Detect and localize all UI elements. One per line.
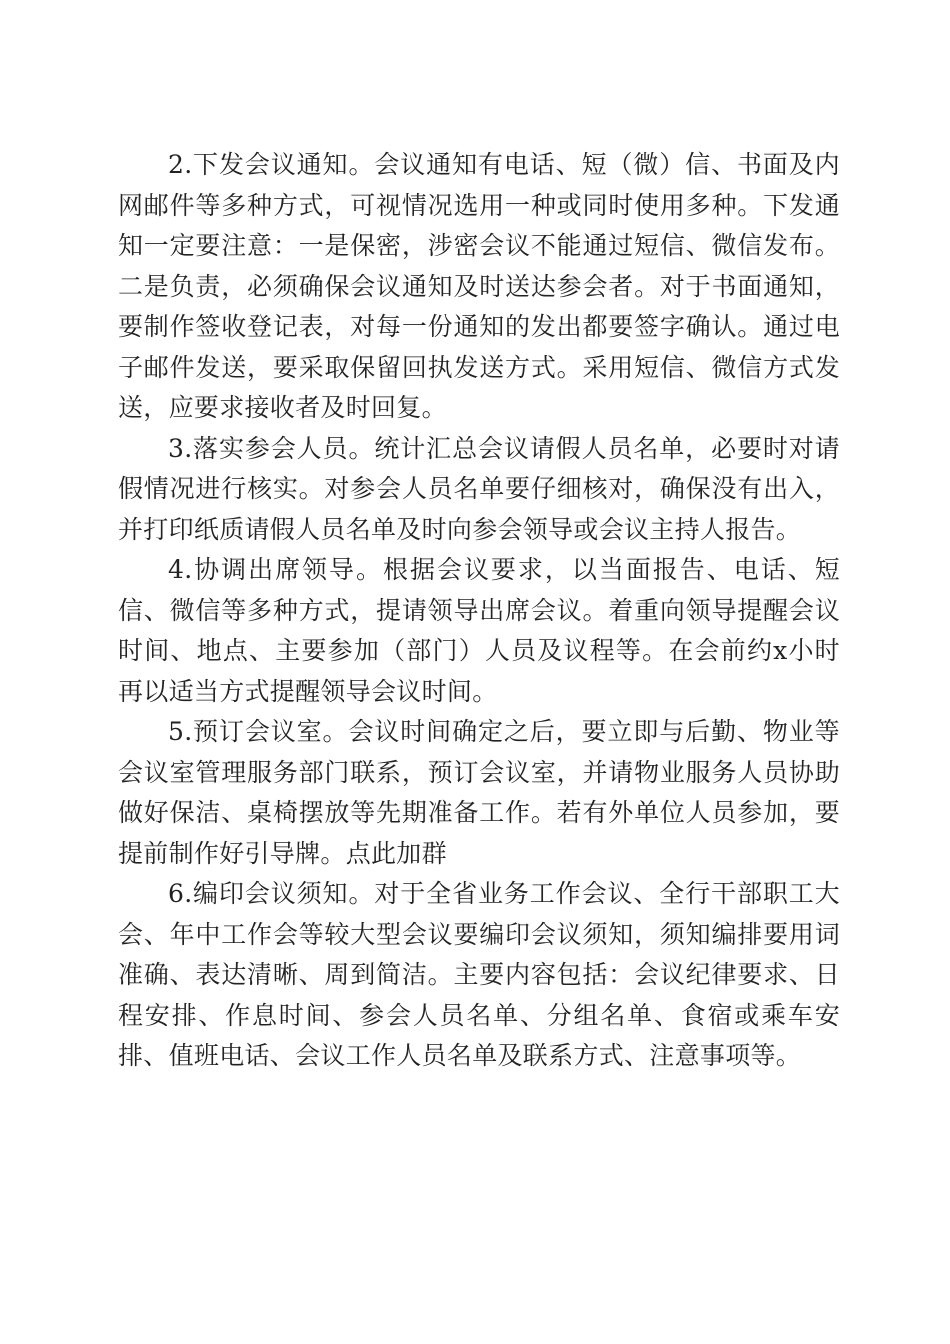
paragraph-book-meeting-room: 5.预订会议室。会议时间确定之后，要立即与后勤、物业等会议室管理服务部门联系，预订会议室，并请物业服务人员协助做好保洁、桌椅摆放等先期准备工作。若有外单位人员参加，要提前制作好引导牌。点此加群 xyxy=(118,717,840,868)
document-body xyxy=(118,145,840,1077)
paragraph-confirm-attendees: 3.落实参会人员。统计汇总会议请假人员名单，必要时对请假情况进行核实。对参会人员名单要仔细核对，确保没有出入，并打印纸质请假人员名单及时向参会领导或会议主持人报告。 xyxy=(118,433,840,544)
paragraph-send-notice: 2.下发会议通知。会议通知有电话、短（微）信、书面及内网邮件等多种方式，可视情况选用一种或同时使用多种。下发通知一定要注意：一是保密，涉密会议不能通过短信、微信发布。二是负责，必须确保会议通知及时送达参会者。对于书面通知，要制作签收登记表，对每一份通知的发出都要签字确认。通过电子邮件发送，要采取保留回执发送方式。采用短信、微信方式发送，应要求接收者及时回复。 xyxy=(118,150,840,422)
paragraph-coordinate-leaders: 4.协调出席领导。根据会议要求，以当面报告、电话、短信、微信等多种方式，提请领导出席会议。着重向领导提醒会议时间、地点、主要参加（部门）人员及议程等。在会前约x小时再以适当方式提醒领导会议时间。 xyxy=(118,555,840,706)
paragraph-meeting-guide: 6.编印会议须知。对于全省业务工作会议、全行干部职工大会、年中工作会等较大型会议要编印会议须知，须知编排要用词准确、表达清晰、周到简洁。主要内容包括：会议纪律要求、日程安排、作息时间、参会人员名单、分组名单、食宿或乘车安排、值班电话、会议工作人员名单及联系方式、注意事项等。 xyxy=(118,879,840,1070)
